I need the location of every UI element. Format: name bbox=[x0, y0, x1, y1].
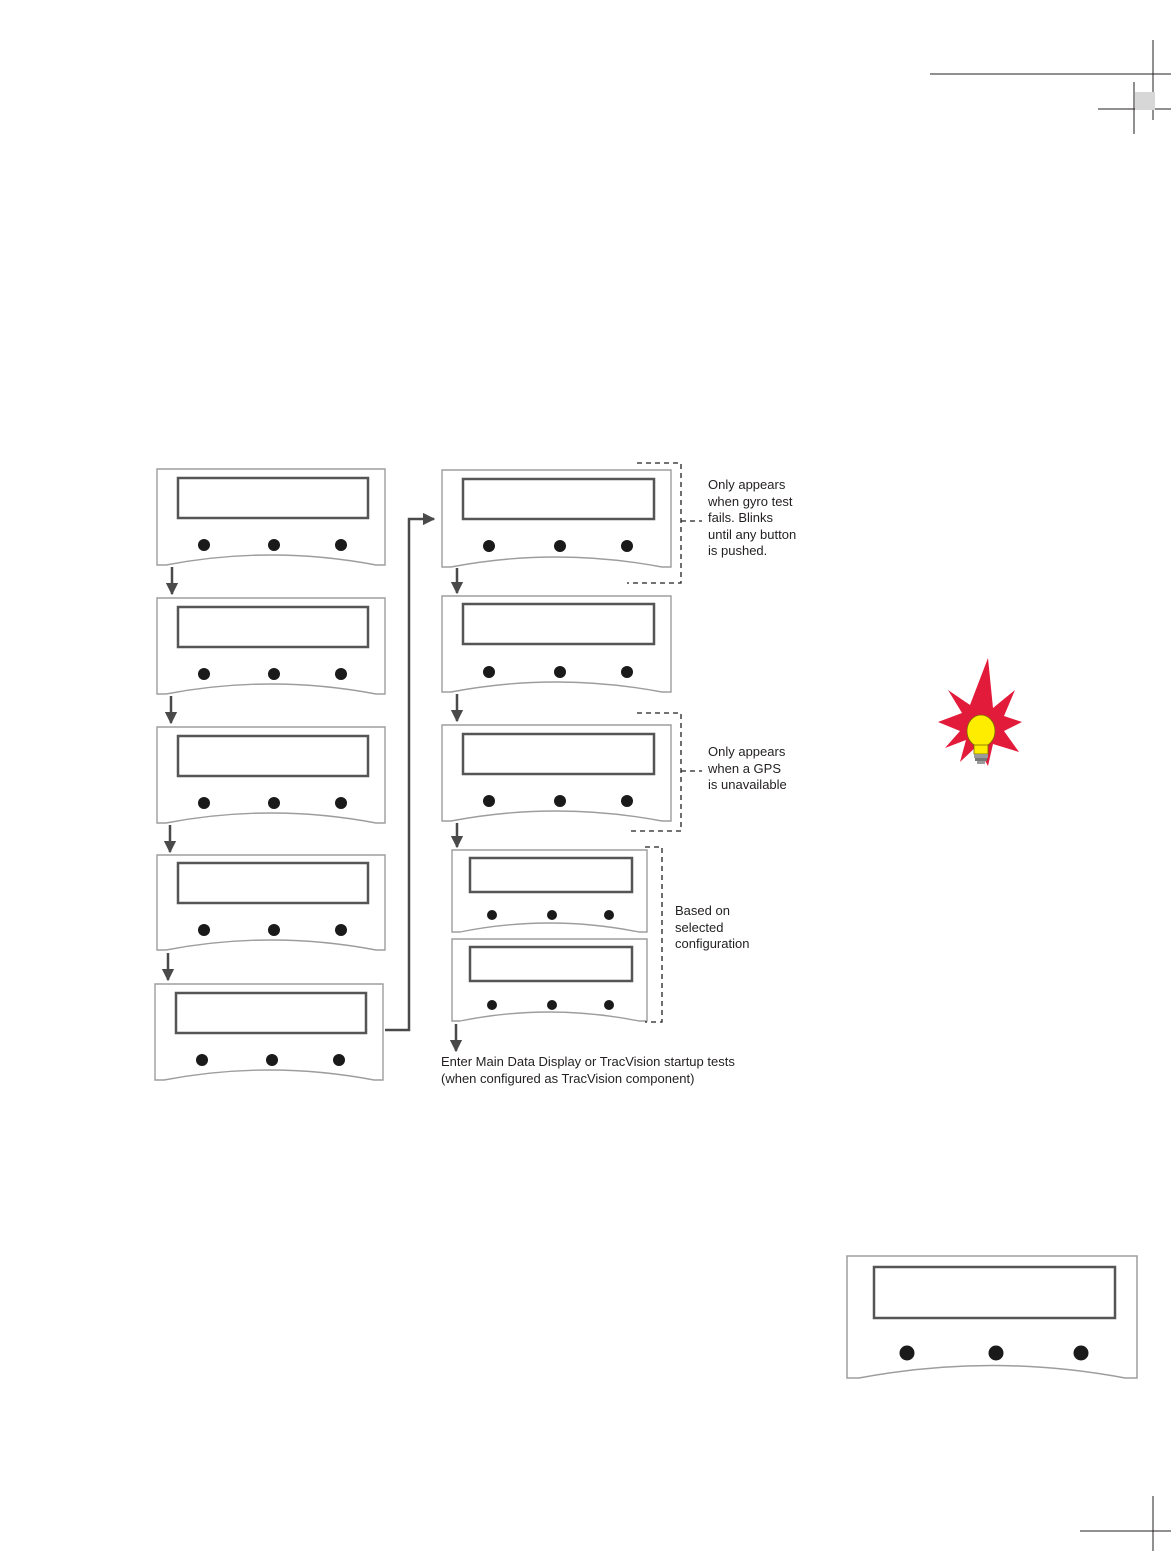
note-line: when a GPS bbox=[708, 760, 781, 776]
note-line: is unavailable bbox=[708, 777, 787, 793]
display-panel bbox=[155, 984, 383, 1080]
lightbulb-burst-icon bbox=[938, 658, 1022, 766]
display-panel bbox=[157, 727, 385, 823]
note-line: is pushed. bbox=[708, 543, 768, 559]
note-line: selected bbox=[675, 919, 724, 935]
display-panel bbox=[452, 939, 647, 1021]
display-panel bbox=[442, 725, 671, 821]
note-line: Only appears bbox=[708, 477, 786, 492]
display-panel bbox=[452, 850, 647, 932]
display-panel bbox=[157, 855, 385, 950]
exit-caption bbox=[441, 1054, 735, 1087]
display-panel-large bbox=[847, 1256, 1137, 1378]
note-line: Only appears bbox=[708, 744, 786, 759]
note-configuration bbox=[675, 903, 749, 953]
note-line: when gyro test bbox=[708, 493, 793, 509]
display-panel bbox=[442, 470, 671, 567]
column-connector-arrow bbox=[385, 519, 434, 1030]
note-line: Based on bbox=[675, 903, 730, 918]
display-panel bbox=[157, 469, 385, 565]
note-gyro-fail bbox=[708, 477, 796, 560]
exit-caption-line2: (when configured as TracVision component) bbox=[441, 1070, 695, 1086]
note-line: fails. Blinks bbox=[708, 510, 774, 526]
exit-caption-line1: Enter Main Data Display or TracVision startup tests bbox=[441, 1054, 735, 1069]
display-panel bbox=[442, 596, 671, 692]
note-line: configuration bbox=[675, 936, 750, 952]
note-line: until any button bbox=[708, 526, 797, 542]
display-panel bbox=[157, 598, 385, 694]
note-gps-unavailable bbox=[708, 744, 787, 794]
registration-square bbox=[1135, 92, 1155, 110]
